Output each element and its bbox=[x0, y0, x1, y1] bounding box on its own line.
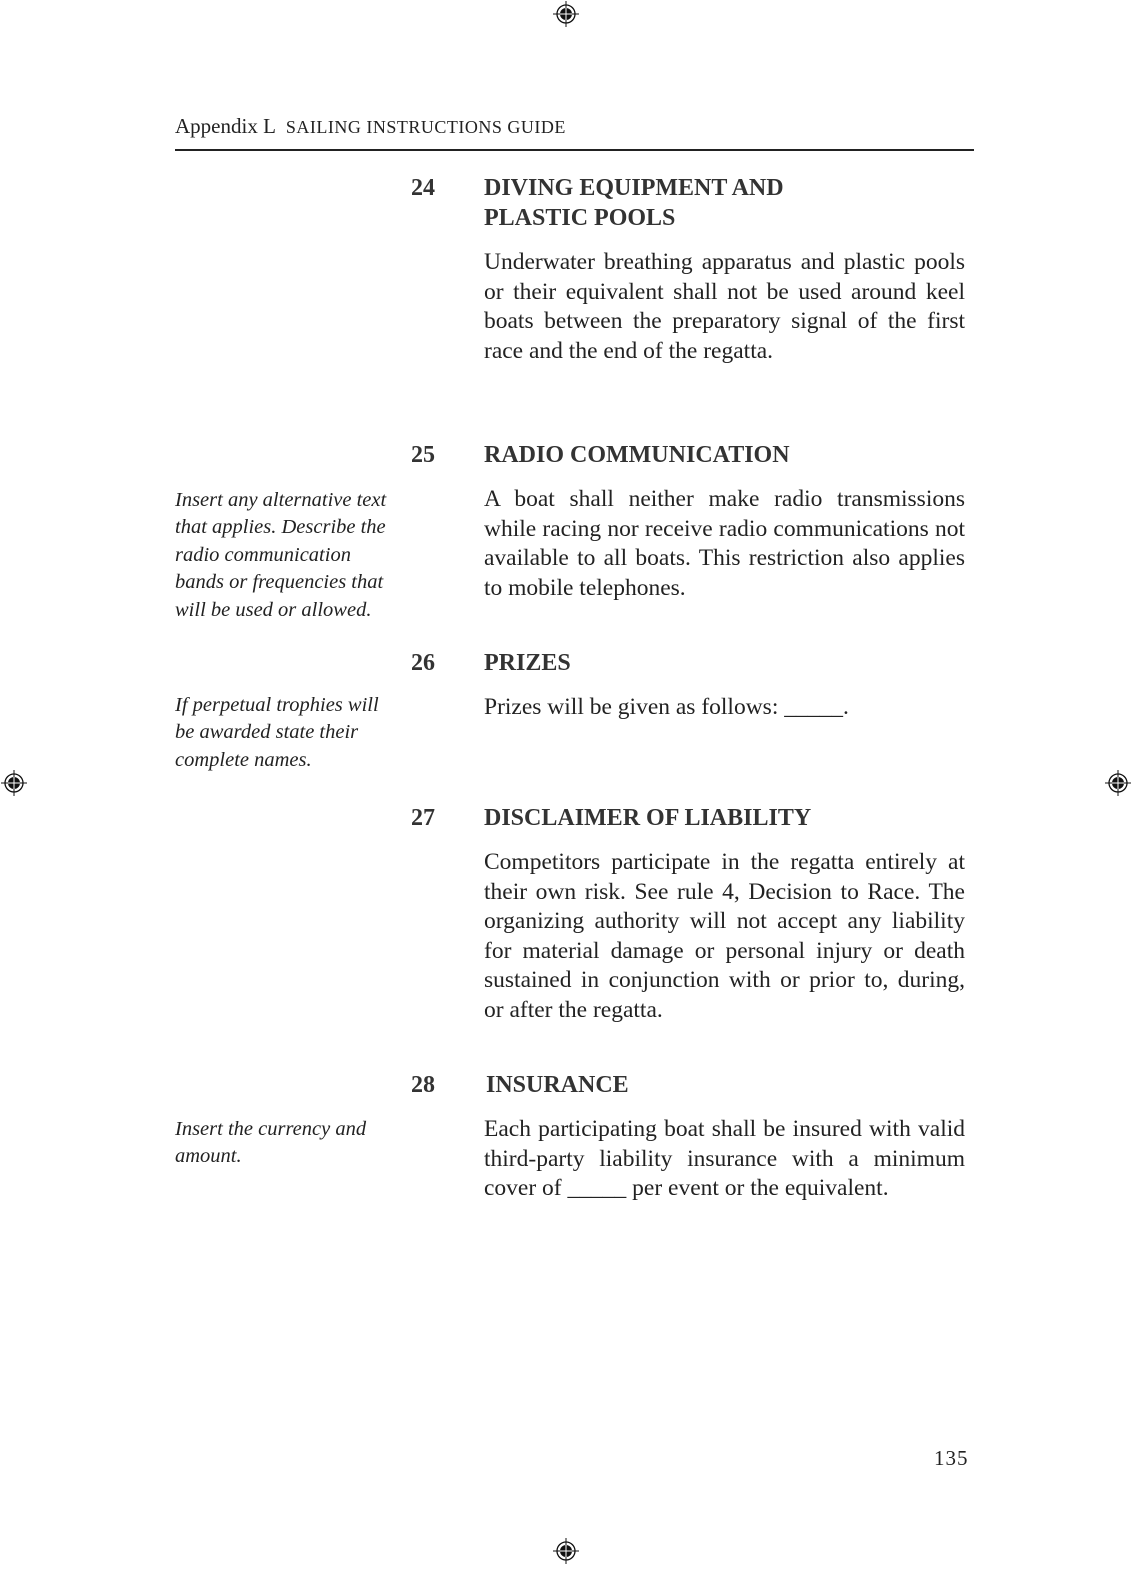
section-heading: DISCLAIMER OF LIABILITY bbox=[484, 805, 812, 831]
header-title: SAILING INSTRUCTIONS GUIDE bbox=[285, 117, 566, 137]
appendix-label: Appendix L bbox=[175, 114, 276, 138]
section-number: 26 bbox=[411, 650, 435, 676]
section-number: 27 bbox=[411, 805, 435, 831]
registration-mark-icon bbox=[1104, 769, 1132, 797]
section-body: Competitors participate in the regatta entirely at their own risk. See rule 4, Decision to Race. The organizing authority will not accept any liability for material damage or personal injury or death sustained in conjunction with or prior to, during, or after the regatta. bbox=[484, 849, 965, 1023]
margin-note: If perpetual trophies will be awarded state their complete names. bbox=[175, 694, 379, 771]
registration-mark-icon bbox=[552, 0, 580, 28]
header-rule bbox=[175, 149, 974, 151]
section-body: Each participating boat shall be insured with valid third-party liability insurance with a minimum cover of _____ per event or the equivalent. bbox=[484, 1116, 965, 1202]
section-number: 28 bbox=[411, 1072, 435, 1098]
registration-mark-icon bbox=[552, 1537, 580, 1565]
registration-mark-icon bbox=[0, 769, 28, 797]
section-heading bbox=[484, 173, 964, 233]
section-number: 25 bbox=[411, 442, 435, 468]
section-body: Underwater breathing apparatus and plastic pools or their equivalent shall not be used around keel boats between the preparatory signal of the first race and the end of the regatta. bbox=[484, 249, 965, 364]
margin-note: Insert the currency and amount. bbox=[175, 1118, 367, 1168]
section-heading: RADIO COMMUNICATION bbox=[484, 442, 790, 468]
heading-line: PLASTIC POOLS bbox=[484, 205, 676, 231]
section-number: 24 bbox=[411, 175, 435, 201]
section-heading: PRIZES bbox=[484, 650, 571, 676]
running-header bbox=[175, 114, 566, 139]
section-body: A boat shall neither make radio transmissions while racing nor receive radio communications not available to all boats. This restriction also applies to mobile telephones. bbox=[484, 486, 965, 601]
page-number: 135 bbox=[934, 1446, 969, 1470]
section-body: Prizes will be given as follows: _____. bbox=[484, 694, 849, 720]
margin-note: Insert any alternative text that applies. Describe the radio communication bands or frequencies that will be used or allowed. bbox=[175, 489, 387, 621]
section-heading: INSURANCE bbox=[486, 1072, 629, 1098]
heading-line: DIVING EQUIPMENT AND bbox=[484, 175, 784, 201]
